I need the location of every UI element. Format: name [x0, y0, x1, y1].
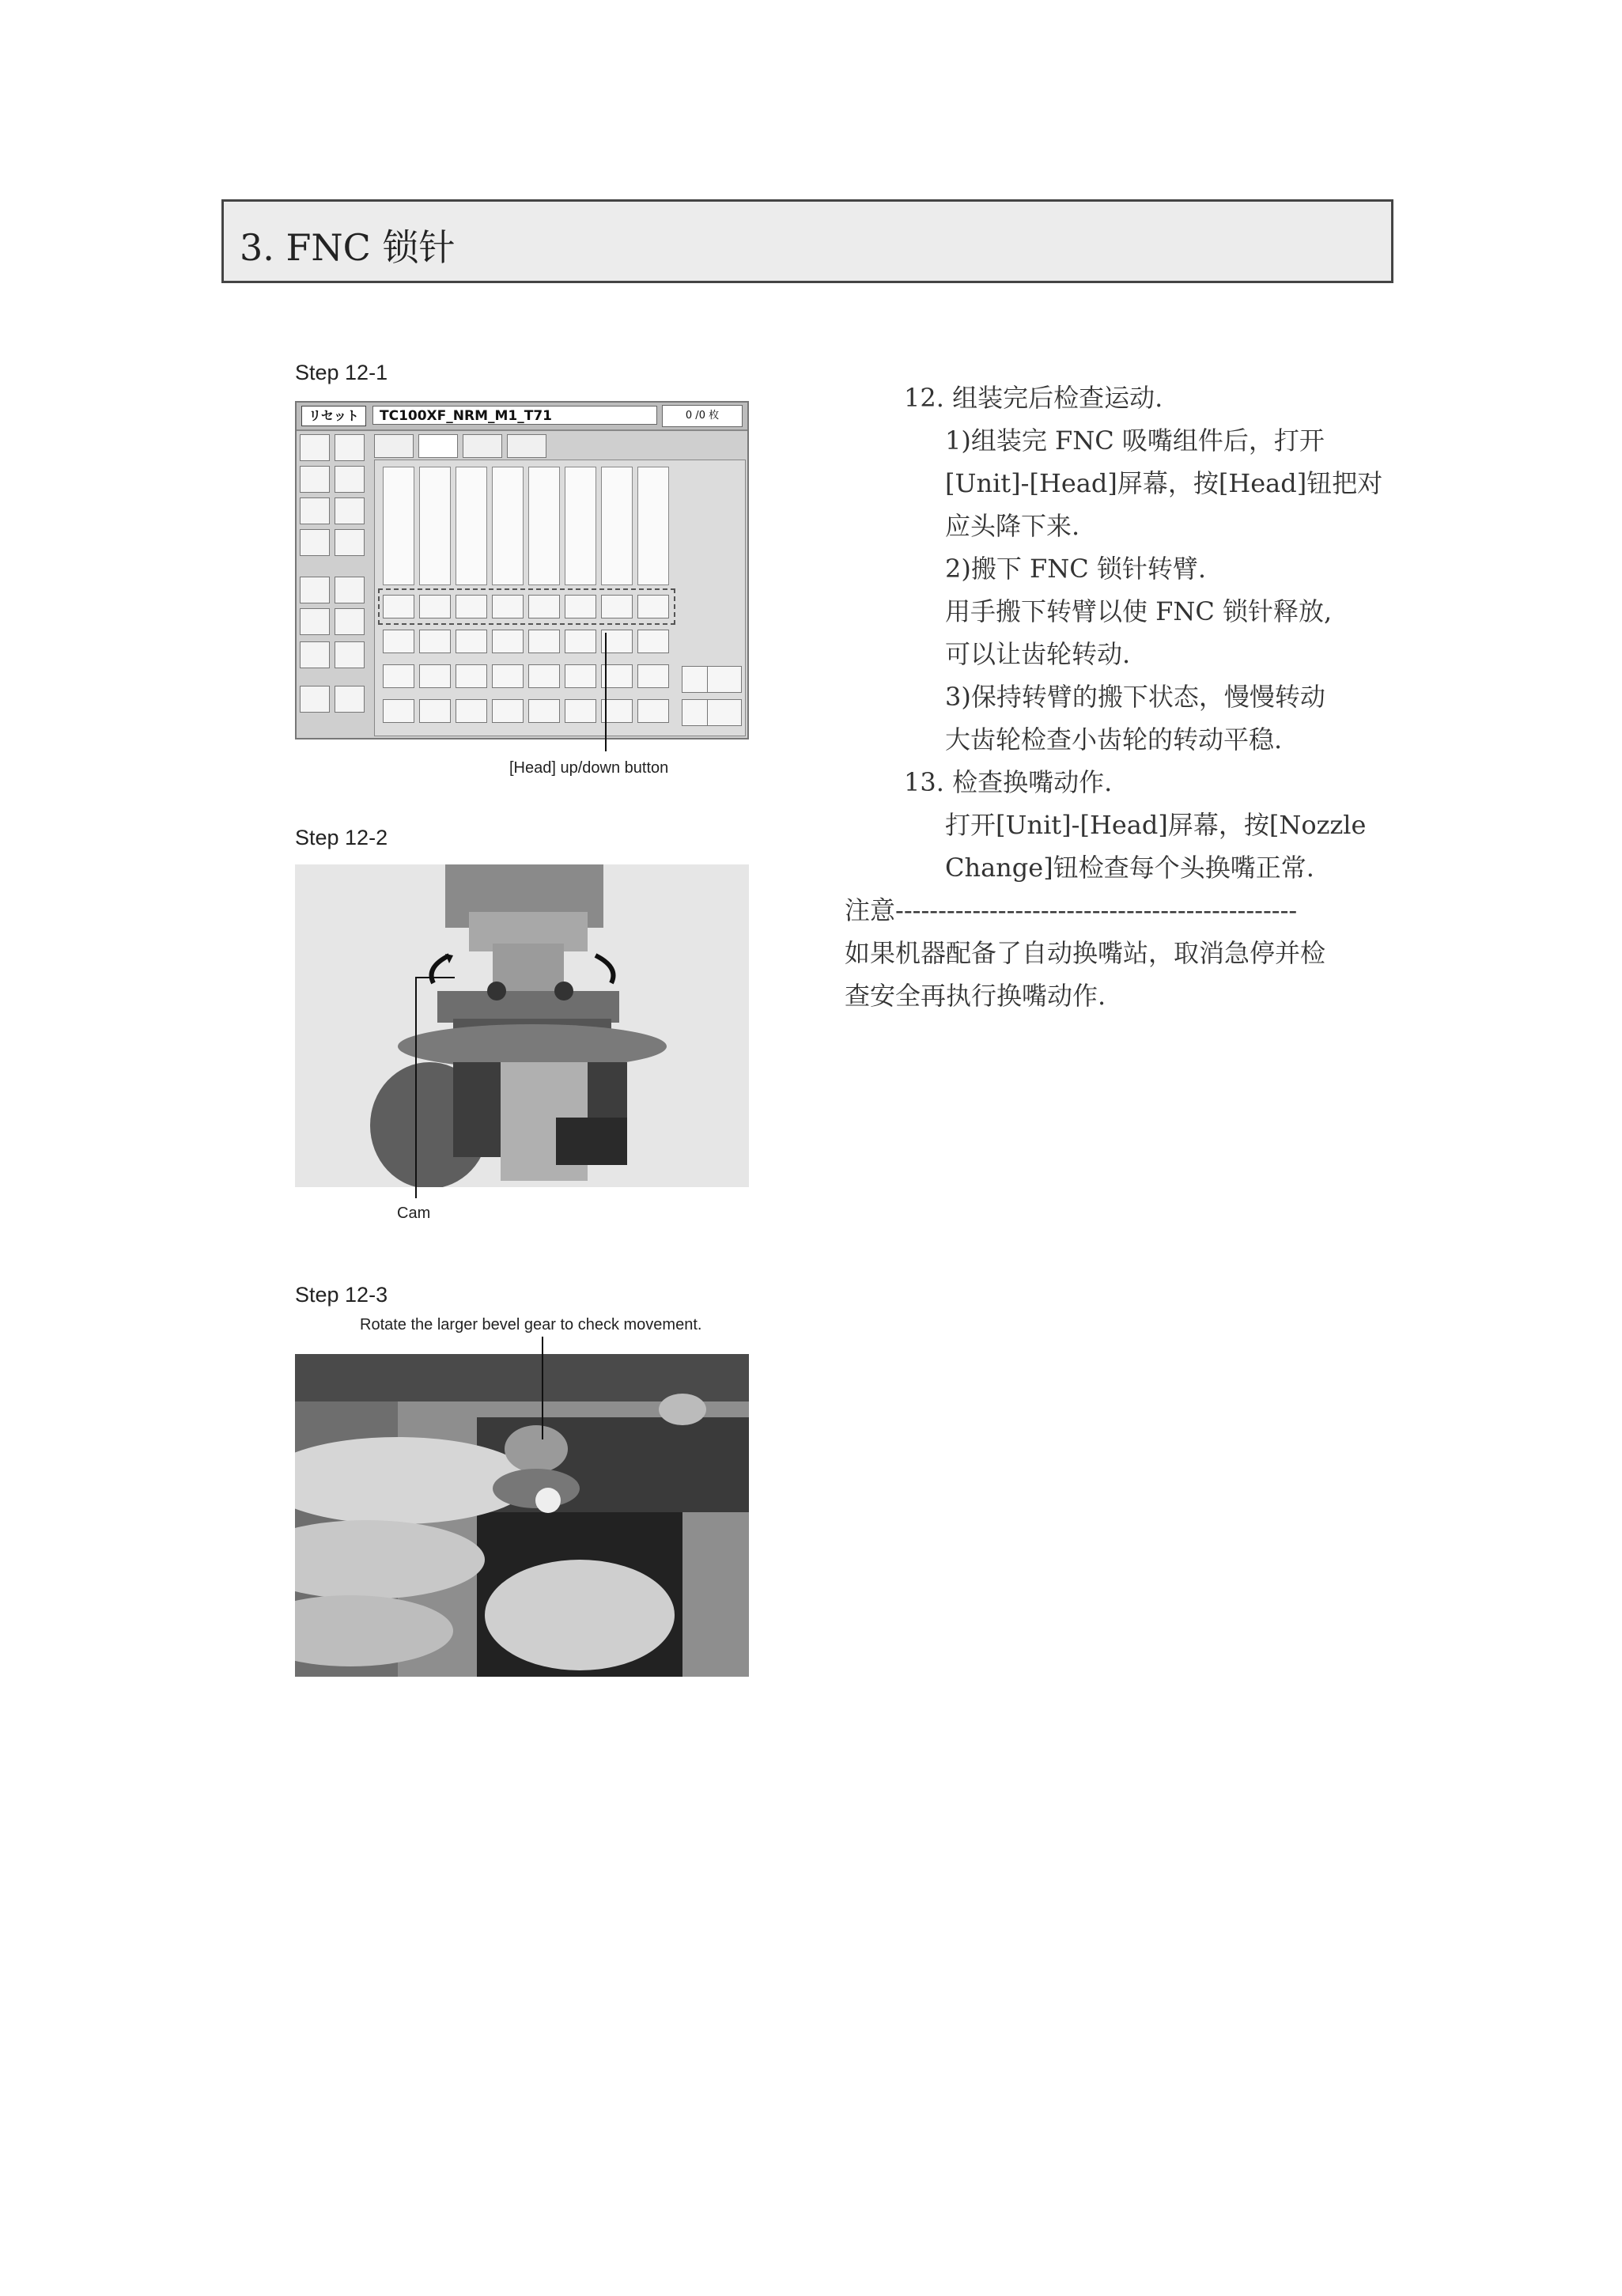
- screen-nav-button: [335, 577, 365, 603]
- step-12-2-label: Step 12-2: [295, 826, 388, 849]
- item-12-sub2-line1: 2)搬下 FNC 锁针转臂.: [945, 554, 1207, 584]
- head-graphic: [528, 467, 560, 585]
- head-function-button: [492, 664, 524, 688]
- screen-nav-button: [335, 608, 365, 635]
- screen-nav-button: [335, 434, 365, 461]
- step-12-1-caption: [Head] up/down button: [509, 759, 669, 777]
- screen-nav-button: [300, 686, 330, 713]
- bevel-gear-photo-illustration: [295, 1354, 749, 1677]
- head-updown-button: [419, 595, 451, 618]
- item-13-line2: Change]钮检查每个头换嘴正常.: [945, 853, 1314, 883]
- head-updown-button: [383, 595, 414, 618]
- step-12-3-label: Step 12-3: [295, 1283, 388, 1307]
- screen-top-bar: [297, 403, 747, 431]
- screen-tab: [463, 434, 502, 458]
- step-12-2-caption: Cam: [397, 1205, 431, 1222]
- head-function-button: [637, 664, 669, 688]
- head-updown-button: [528, 595, 560, 618]
- head-function-button: [565, 664, 596, 688]
- screen-left-nav: [300, 434, 369, 735]
- screen-nav-button: [335, 466, 365, 493]
- screen-counter: 0 /0 枚: [662, 405, 743, 427]
- cam-leader-line: [415, 977, 417, 1198]
- screen-side-button: [707, 699, 742, 726]
- screen-nav-button: [300, 434, 330, 461]
- head-function-button: [456, 630, 487, 653]
- screen-nav-button: [300, 529, 330, 556]
- note-line2: 查安全再执行换嘴动作.: [845, 981, 1106, 1011]
- item-12-sub1-line1: 1)组装完 FNC 吸嘴组件后，打开: [945, 426, 1325, 456]
- note-line1: 如果机器配备了自动换嘴站，取消急停并检: [845, 938, 1326, 968]
- item-12-sub2-line2: 用手搬下转臂以使 FNC 锁针释放,: [945, 596, 1333, 626]
- cam-leader-line: [415, 977, 455, 978]
- screen-reset-button: リセット: [301, 406, 366, 426]
- screen-tab: [418, 434, 458, 458]
- head-function-button: [528, 630, 560, 653]
- head-graphic: [601, 467, 633, 585]
- head-function-button: [419, 664, 451, 688]
- head-graphic: [383, 467, 414, 585]
- head-updown-button: [637, 595, 669, 618]
- screen-nav-button: [300, 641, 330, 668]
- screen-nav-button: [335, 686, 365, 713]
- head-updown-button: [565, 595, 596, 618]
- section-header: [221, 199, 1393, 283]
- head-function-button: [492, 699, 524, 723]
- head-function-button: [565, 630, 596, 653]
- screen-tabs: [374, 434, 564, 458]
- item-12-sub1-line3: 应头降下来.: [945, 511, 1080, 541]
- note-label: 注意-----------------------------------------------: [845, 895, 1298, 925]
- item-12-sub2-line3: 可以让齿轮转动.: [945, 639, 1131, 669]
- head-graphic: [492, 467, 524, 585]
- cam-photo-illustration: [295, 864, 749, 1187]
- step-12-1-label: Step 12-1: [295, 361, 388, 384]
- screen-machine-name: TC100XF_NRM_M1_T71: [372, 406, 657, 425]
- machine-screen-figure: [295, 401, 749, 739]
- head-function-button: [637, 630, 669, 653]
- screen-nav-button: [300, 608, 330, 635]
- screen-tab: [374, 434, 414, 458]
- screen-tab: [507, 434, 546, 458]
- head-updown-button: [456, 595, 487, 618]
- head-function-button: [492, 630, 524, 653]
- screen-nav-button: [300, 577, 330, 603]
- head-function-button: [383, 630, 414, 653]
- head-button-leader-line: [605, 633, 607, 751]
- screen-side-button: [707, 666, 742, 693]
- screen-nav-button: [300, 466, 330, 493]
- item-12-sub3-line2: 大齿轮检查小齿轮的转动平稳.: [945, 724, 1283, 755]
- cam-photo: [295, 864, 749, 1187]
- head-graphic: [419, 467, 451, 585]
- head-function-button: [528, 664, 560, 688]
- head-function-button: [419, 699, 451, 723]
- head-graphic: [637, 467, 669, 585]
- screen-nav-button: [335, 641, 365, 668]
- item-12-sub1-line2: [Unit]-[Head]屏幕，按[Head]钮把对: [945, 468, 1383, 498]
- head-function-button: [456, 664, 487, 688]
- head-graphic: [456, 467, 487, 585]
- head-function-button: [565, 699, 596, 723]
- item-13-title: 13. 检查换嘴动作.: [904, 767, 1113, 797]
- section-title: 3. FNC 锁针: [240, 226, 456, 269]
- head-function-button: [528, 699, 560, 723]
- head-function-button: [383, 699, 414, 723]
- head-graphic: [565, 467, 596, 585]
- screen-nav-button: [335, 529, 365, 556]
- item-12-sub3-line1: 3)保持转臂的搬下状态，慢慢转动: [945, 682, 1325, 712]
- step-12-3-caption: Rotate the larger bevel gear to check movement.: [360, 1316, 702, 1333]
- item-12-title: 12. 组装完后检查运动.: [904, 383, 1163, 413]
- head-function-button: [419, 630, 451, 653]
- head-function-button: [383, 664, 414, 688]
- head-function-button: [456, 699, 487, 723]
- screen-head-panel: [374, 460, 746, 736]
- bevel-gear-photo: [295, 1354, 749, 1677]
- screen-nav-button: [335, 497, 365, 524]
- head-updown-button: [492, 595, 524, 618]
- item-13-line1: 打开[Unit]-[Head]屏幕，按[Nozzle: [945, 810, 1367, 840]
- bevel-gear-leader-line: [542, 1337, 543, 1439]
- screen-nav-button: [300, 497, 330, 524]
- head-function-button: [637, 699, 669, 723]
- head-updown-button: [601, 595, 633, 618]
